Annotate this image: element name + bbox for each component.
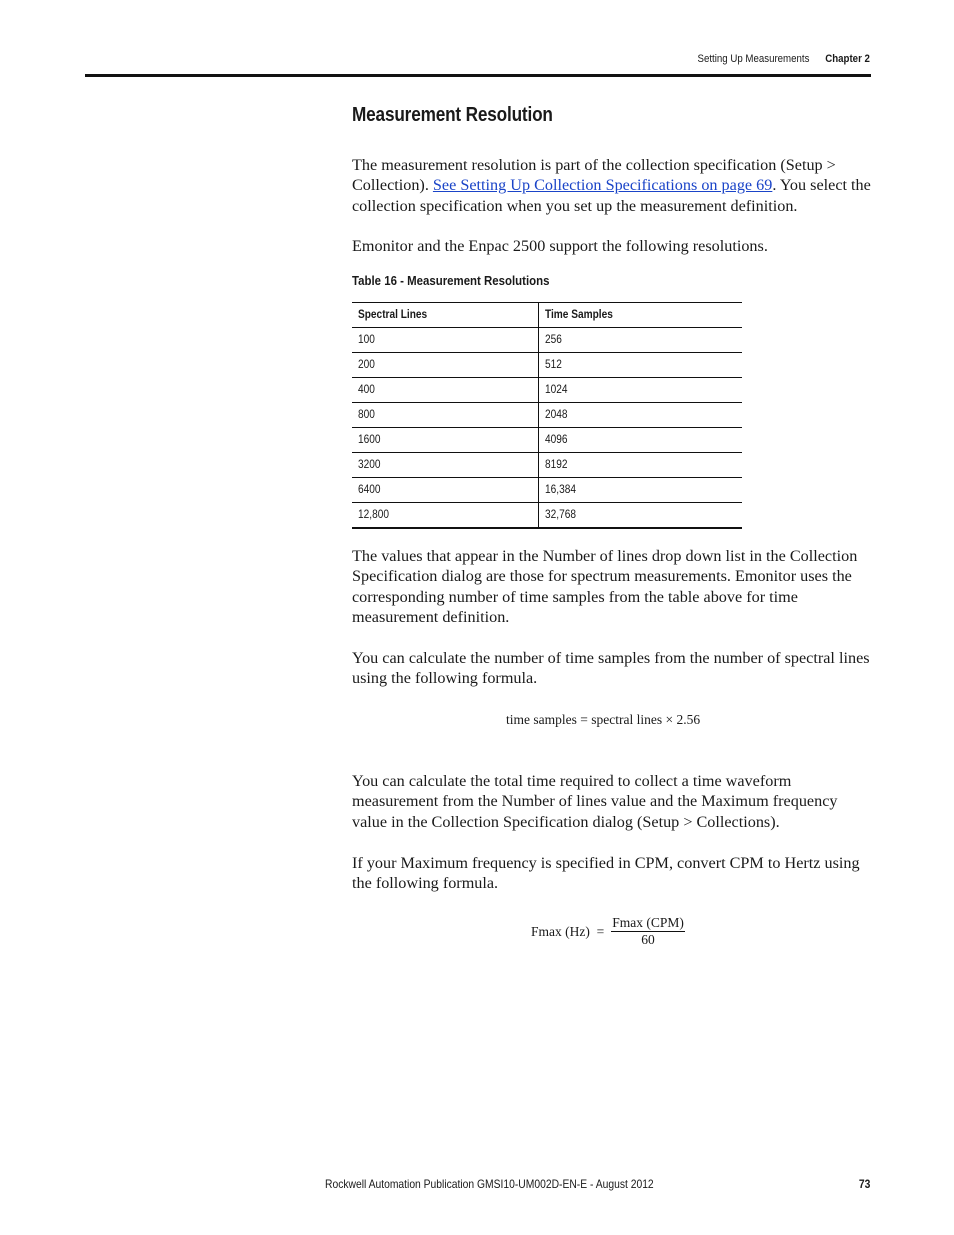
cell-spectral-lines: 800 [352,403,539,428]
fmax-formula-lhs: Fmax (Hz) = [531,923,605,939]
cell-spectral-lines: 6400 [352,478,539,503]
table-caption: Table 16 - Measurement Resolutions [352,273,550,288]
header-chapter: Chapter 2 [825,53,870,65]
cell-spectral-lines: 400 [352,378,539,403]
footer-publication: Rockwell Automation Publication GMSI10-UM002D-EN-E - August 2012 [325,1177,654,1191]
cell-time-samples: 4096 [539,428,743,453]
cell-spectral-lines: 200 [352,353,539,378]
fmax-formula [531,915,685,948]
paragraph-intro-text-2: . You select the collection specification when you set up the measurement definition. [352,176,871,215]
header-rule [85,74,871,77]
header-time-samples: Time Samples [539,303,743,328]
paragraph-number-of-lines: The values that appear in the Number of lines drop down list in the Collection Specification dialog are those for spectrum measurements. Emonitor uses the corresponding number of time samples from the table above for time measurement definition. [352,547,858,626]
header-spectral-lines: Spectral Lines [352,303,539,328]
fmax-denominator: 60 [641,932,655,947]
time-samples-formula: time samples = spectral lines × 2.56 [506,712,701,727]
table-row [352,453,742,478]
paragraph-cpm-convert: If your Maximum frequency is specified in CPM, convert CPM to Hertz using the following formula. [352,854,860,893]
cell-time-samples: 256 [539,328,743,353]
cell-spectral-lines: 1600 [352,428,539,453]
section-heading: Measurement Resolution [352,104,553,126]
fmax-numerator: Fmax (CPM) [612,915,684,930]
cell-time-samples: 2048 [539,403,743,428]
table-row [352,378,742,403]
cell-spectral-lines: 3200 [352,453,539,478]
collection-spec-link[interactable]: See Setting Up Collection Specifications on page 69 [432,176,773,195]
cell-time-samples: 8192 [539,453,743,478]
table-row [352,478,742,503]
cell-time-samples: 32,768 [545,509,576,521]
fmax-fraction [611,915,685,948]
paragraph-intro-text-1: The measurement resolution is part of the collection specification (Setup > Collection). [352,156,836,195]
paragraph-intro [352,155,872,216]
table-header-row [352,303,742,328]
page-number: 73 [858,1177,870,1191]
resolutions-table [352,302,742,529]
paragraph-support: Emonitor and the Enpac 2500 support the following resolutions. [352,237,768,255]
table-row [352,428,742,453]
header-section-title: Setting Up Measurements [697,53,810,65]
paragraph-calc-samples: You can calculate the number of time samples from the number of spectral lines using the following formula. [352,649,870,688]
cell-spectral-lines: 100 [352,328,539,353]
table-row [352,328,742,353]
cell-time-samples: 1024 [539,378,743,403]
table-row [352,403,742,428]
table-row [352,353,742,378]
table-row [352,503,742,529]
paragraph-total-time: You can calculate the total time required to collect a time waveform measurement from the Number of lines value and the Maximum frequency value in the Collection Specification dialog (Setup > Collections). [352,772,838,831]
cell-time-samples: 512 [539,353,743,378]
running-header [698,53,870,65]
cell-spectral-lines: 12,800 [352,503,539,529]
cell-time-samples: 16,384 [539,478,743,503]
